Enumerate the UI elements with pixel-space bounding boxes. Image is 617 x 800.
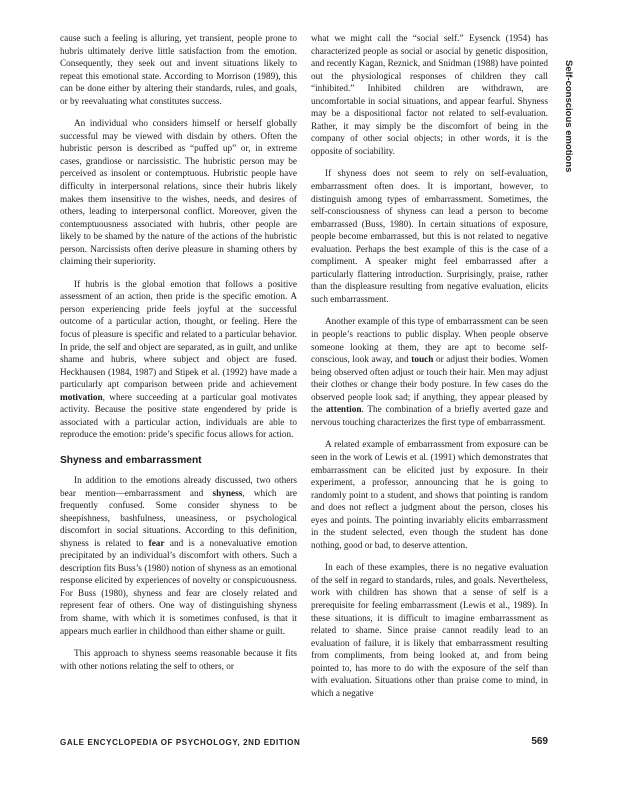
paragraph: If shyness does not seem to rely on self-evaluation, embarrassment often does. It is important, however, to distinguish among types of embarrassment. Sometimes, the self-consciousness of shyness can lead a person to become embarrassed (Buss, 1980). In certain situations of exposure, people become embarrassed, but this is not related to negative evaluation. Perhaps the best example of this is the case of a compliment. A speaker might feel embarrassed after a particularly flattering introduction. Surprisingly, praise, rather than the displeasure resulting from negative evaluation, elicits such embarrassment. [311,169,548,305]
paragraph: In each of these examples, there is no negative evaluation of the self in regard to standards, rules, and goals. Nevertheless, work with children has shown that a sense of self is a prerequisite for feeling embarrassment (Lewis et al., 1989). In these situations, it is difficult to imagine embarrassment as related to shame. Since praise cannot readily lead to an evaluation of failure, it is likely that embarrassment resulting from compliments, from being looked at, and from being pointed to, has more to do with the exposure of the self than with evaluation. Situations other than praise come to mind, in which a negative [311,563,548,699]
paragraph-text: , where succeeding at a particular goal motivates activity. Because the positive state engendered by pride is associated with a particular action, individuals are able to reproduce the emotion: pride’s specific focus allows for action. [60,392,297,441]
bold-term: motivation [60,392,103,403]
right-column [311,33,548,710]
left-column [60,33,297,683]
paragraph: This approach to shyness seems reasonable because it fits with other notions relating the self to others, or [60,649,297,672]
section-heading: Shyness and embarrassment [60,454,202,466]
bold-term: attention [326,405,362,416]
running-head: Self-conscious emotions [563,60,574,173]
paragraph-text: In addition to the emotions already discussed, two others bear mention—embarrassment and [60,475,297,499]
footer-title: GALE ENCYCLOPEDIA OF PSYCHOLOGY, 2ND EDITION [60,738,301,747]
paragraph [60,475,297,638]
page-number: 569 [531,736,548,747]
paragraph [311,316,548,429]
paragraph: cause such a feeling is alluring, yet transient, people prone to hubris ultimately derive little satisfaction from the emotion. Consequently, they seek out and invent situations likely to repeat this emotional state. According to Morrison (1989), this can be done either by altering their standards, rules, and goals, or by reevaluating what constitutes success. [60,34,297,107]
paragraph-text: If hubris is the global emotion that follows a positive assessment of an action, then pride is the specific emotion. A person experiencing pride feels joyful at the successful outcome of a particular action, thought, or feeling. Here the focus of pleasure is specific and related to a particular behavior. In pride, the self and object are separated, as in guilt, and unlike shame and hubris, where subject and object are fused. Heckhausen (1984, 1987) and Stipek et al. (1992) have made a particularly apt comparison between pride and achievement [60,279,297,391]
bold-term: shyness [212,488,243,499]
paragraph [60,279,297,442]
paragraph-text: Another example of this type of embarrassment can be seen in people’s reactions to public display. When people observe someone looking at them, they are apt to become self-conscious, look away, and [311,317,548,366]
paragraph: what we might call the “social self.” Eysenck (1954) has characterized people as social or asocial by genetic disposition, and recently Kagan, Reznick, and Snidman (1988) have pointed out the physiological responses of children they call “inhibited.” Inhibited children are withdrawn, are uncomfortable in social situations, and appear fearful. Shyness may be a dispositional factor not related to self-evaluation. Rather, it may simply be the discomfort of being in the company of other social objects; in other words, it is the opposite of sociability. [311,34,548,157]
paragraph: A related example of embarrassment from exposure can be seen in the work of Lewis et al. (1991) which demonstrates that embarrassment can be elicited just by exposure. In their experiment, a professor, announcing that he is going to randomly point to a student, and shows that pointing is random and does not reflect a judgment about the person, closes his eyes and points. The pointing invariably elicits embarrassment in the student selected, even though the student has done nothing, good or bad, to deserve attention. [311,440,548,551]
paragraph-text: . The combination of a briefly averted gaze and nervous touching characterizes the first type of embarrassment. [311,405,548,428]
paragraph-text: and is a nonevaluative emotion precipitated by an individual’s discomfort with others. Such a description fits Buss’s (1980) notion of shyness as an emotional response elicited by experiences of novelty or conspicuousness. For Buss (1980), shyness and fear are closely related and represent fear of others. One way of distinguishing shyness from shame, with which it is sometimes confused, is that it appears much earlier in childhood than either shame or guilt. [60,538,297,637]
bold-term: fear [148,538,165,549]
paragraph-text: or adjust their bodies. Women being observed often adjust or touch their hair. Men may adjust their clothes or change their body posture. In few cases do the observed people look sad; if anything, they appear pleased by the [311,355,549,416]
paragraph-text: , which are frequently confused. Some consider shyness to be sheepishness, bashfulness, uneasiness, or psychological discomfort in social situations. According to this definition, shyness is related to [60,488,297,549]
bold-term: touch [411,355,434,366]
paragraph: An individual who considers himself or herself globally successful may be viewed with disdain by others. Often the hubristic person is described as “puffed up” or, in extreme cases, grandiose or narcissistic. The hubristic person may be perceived as insolent or contemptuous. Hubristic people have difficulty in interpersonal relations, since their hubris likely makes them insensitive to the wishes, needs, and desires of others, leading to interpersonal conflict. Moreover, given the contemptuousness associated with hubris, other people are likely to be shamed by the nature of the actions of the hubristic person. Narcissists often derive pleasure in shaming others by claiming their superiority. [60,119,297,268]
